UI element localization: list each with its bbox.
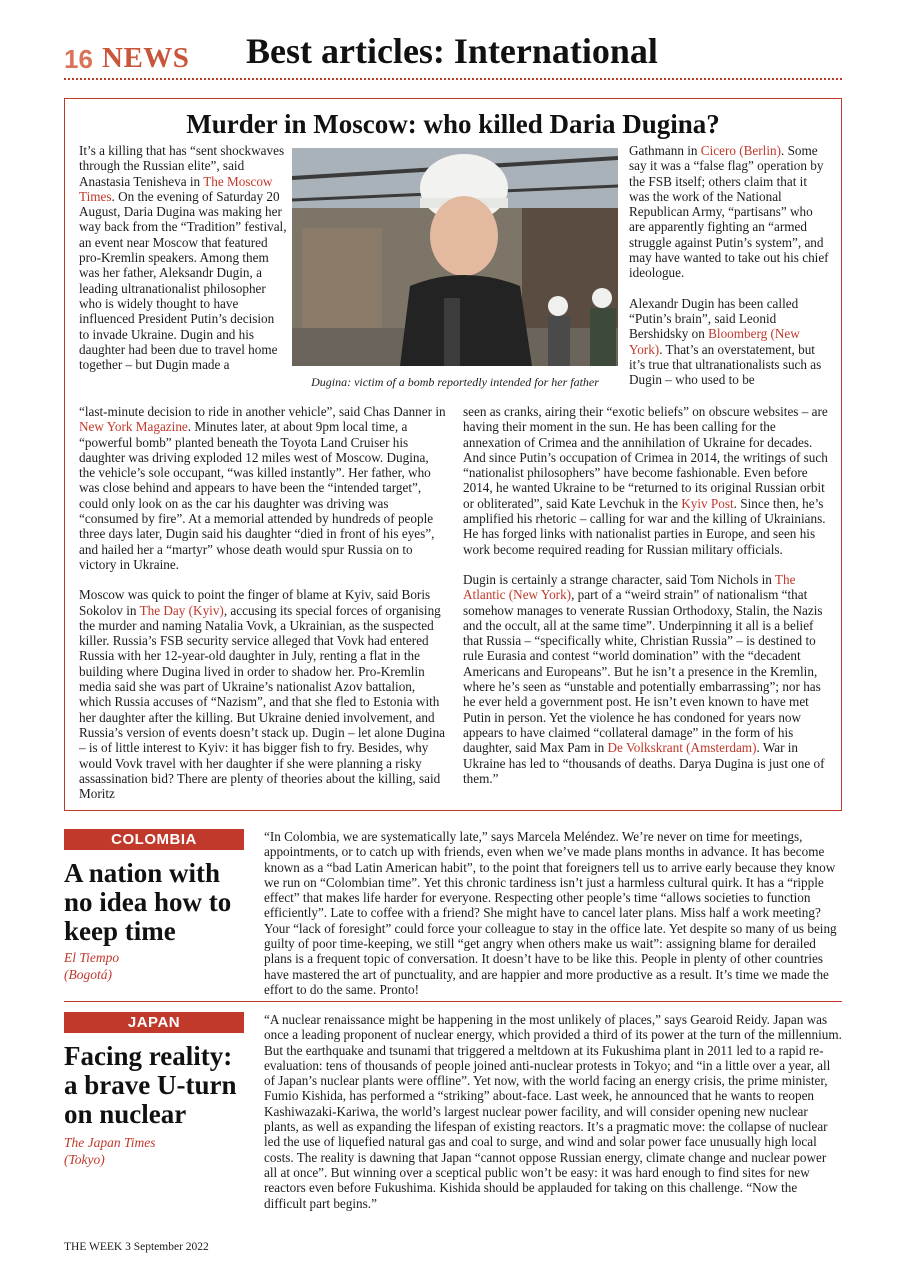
photo-illustration <box>292 148 618 366</box>
colombia-headline: A nation with no idea how to keep time <box>64 858 232 946</box>
source-link-moscow-times[interactable]: The Moscow Times <box>79 173 273 204</box>
text-run: . Minutes later, at about 9pm local time, a “powerful bomb” planted beneath the Toyota Land Cruiser his daughter was driving exploded 12 miles west of Moscow. Dugina, the vehicle’s sole occupant, “was killed instantly”. Her father, who was close behind and appears to have been the “intended target”, could only look on as the car his daughter was driving was “consumed by fire”. At a memorial attended by hundreds of people three days later, Dugin said his daughter “died in front of his eyes”, and hailed her a “martyr” whose death would spur Russia on to victory in Ukraine. <box>79 419 435 572</box>
source-link-the-day[interactable]: The Day (Kyiv) <box>139 602 224 618</box>
text-run: . That’s an overstatement, but it’s true that ultranationalists such as Dugin – who used to be <box>629 341 822 388</box>
japan-source[interactable] <box>64 1134 244 1168</box>
text-run: , part of a “weird strain” of nationalism “that somehow manages to venerate Russian Orthodoxy, Stalin, the Nazis and the occult, all at the same time”. Underpinning it all is a belief that Russia – “specifically white, Christian Russia” – is destined to rule Eurasia and contest “world domination” with the “decadent Americans and Europeans”. But he isn’t a presence in the Kremlin, where he’s seen as “unstable and potentially embarrassing”; nor has he ever held a government post. He isn’t even known to have met Putin in person. Yet the violence he has condoned for years now appears to have claimed “collateral damage” in the form of his daughter, said Max Pam in <box>463 587 823 756</box>
text-run: . War in Ukraine has led to “thousands of deaths. Darya Dugina is just one of them.” <box>463 740 825 786</box>
text-run: . Since then, he’s amplified his rhetoric – calling for war and the killing of Ukrainians. He has forged links with nationalist parties in Europe, and seen his work become required reading for Russian military officials. <box>463 495 826 557</box>
page-header <box>64 30 842 80</box>
main-headline: Murder in Moscow: who killed Daria Dugina? <box>186 109 720 139</box>
source-name: El Tiempo <box>64 950 120 965</box>
page-title: Best articles: International <box>246 31 658 71</box>
colombia-body: “In Colombia, we are systematically late,” says Marcela Meléndez. We’re never on time for meetings, appointments, or to catch up with friends, even when we’ve made plans months in advance. It has become known as a “bad Latin American habit”, to the point that foreigners tell us to arrive early because they know we run on “Colombian time”. Yet this chronic tardiness isn’t just a harmless cultural quirk. It has a “ripple effect” that makes life harder for everyone. Respecting other people’s time “allows societies to function efficiently”. Late to coffee with a friend? She might have to cancel later plans. Miss half a work meeting? Your “lack of foresight” could force your colleague to stay in the office late. Yet despite so many of us being guilty of poor time-keeping, we still “get angry when others make us wait”: assigning blame for derailed plans is a frequent topic of conversation. It doesn’t have to be like this. People in plenty of other countries have mastered the art of punctuality, and are happier and more productive as a result. It’s time we made the effort to do the same. Pronto! <box>264 829 837 997</box>
text-run: . On the evening of Saturday 20 August, Daria Dugina was making her way back from the “Tradition” festival, an event near Moscow that featured pro-Kremlin speakers. Among them was her father, Aleksandr Dugin, a leading ultranationalist philosopher who is widely thought to have influenced President Putin’s decision to invade Ukraine. Dugin and his daughter had been due to travel home together – but Dugin made a <box>79 188 287 373</box>
text-run: Dugin is certainly a strange character, said Tom Nichols in <box>463 571 775 587</box>
source-location: (Bogotá) <box>64 967 112 982</box>
photo-caption: Dugina: victim of a bomb reportedly intended for her father <box>311 375 599 389</box>
source-link-kyiv-post[interactable]: Kyiv Post <box>681 495 734 511</box>
article-column-right-top <box>629 143 829 402</box>
page-footer <box>64 1241 209 1253</box>
japan-headline: Facing reality: a brave U-turn on nuclear <box>64 1041 237 1129</box>
page-number: 16 <box>64 44 93 74</box>
issue-date: 3 September 2022 <box>125 1241 209 1253</box>
japan-body: “A nuclear renaissance might be happening in the most unlikely of places,” says Gearoid Reidy. Japan was once a leading proponent of nuclear energy, which provided a third of its power at the turn of the millennium. But the earthquake and tsunami that triggered a meltdown at its Fukushima plant in 2011 led to a rapid re-evaluation: tens of thousands of people joined anti-nuclear protests in Tokyo; and “in a little over a year, all of Japan’s nuclear plants were offline”. Yet now, with the world facing an energy crisis, the prime minister, Fumio Kishida, has performed a “striking” about-face. Last week, he announced that he wants to reopen Kashiwazaki-Kariwa, the world’s largest nuclear power facility, and will consider opening new nuclear plants, as well as expanding the lifespan of existing reactors. It’s a pragmatic move: the collapse of nuclear led the use of liquefied natural gas and coal to surge, and wind and solar power face unusually high local costs. The reality is dawning that Japan “cannot oppose Russian energy, climate change and nuclear power all at once”. But winning over a sceptical public won’t be easy: it was hard enough to find sites for new reactors even before Fukushima. Kishida should be applauded for taking on this challenge. “Now the difficult part begins.” <box>264 1012 842 1211</box>
text-run: Alexandr Dugin has been called “Putin’s brain”, said Leonid Bershidsky on <box>629 295 799 342</box>
source-name: The Japan Times <box>64 1135 156 1150</box>
source-link-bloomberg[interactable]: Bloomberg (New York) <box>629 326 800 357</box>
text-run: . Some say it was a “false flag” operation by the FSB itself; others claim that it was the work of the National Republican Army, “partisans” who are apparently fighting an “armed struggle against Putin’s system”, and may have wanted to take out his chief ideologue. <box>629 143 829 281</box>
source-link-new-york-magazine[interactable]: New York Magazine <box>79 419 188 435</box>
country-label-japan: JAPAN <box>64 1012 244 1033</box>
colombia-source[interactable] <box>64 949 244 983</box>
source-link-cicero[interactable]: Cicero (Berlin) <box>700 143 781 158</box>
header-rule <box>64 78 842 80</box>
article-colombia <box>64 829 842 997</box>
main-article <box>64 98 842 811</box>
text-run: seen as cranks, airing their “exotic beliefs” on obscure websites – are having their moment in the sun. He has been calling for the annexation of Crimea and the annihilation of Ukraine for decades. And since Putin’s occupation of Crimea in 2014, the writings of such “nationalist philosophers” have become fashionable. Even before 2014, he wanted Ukraine to be “returned to its original Russian orbit or obliterated”, said Kate Levchuk in the <box>463 404 828 511</box>
country-label-colombia: COLOMBIA <box>64 829 244 850</box>
text-run: “last-minute decision to ride in another vehicle”, said Chas Danner in <box>79 404 446 419</box>
publication-name: THE WEEK <box>64 1241 123 1253</box>
source-location: (Tokyo) <box>64 1152 105 1167</box>
article-column-left-top <box>79 143 287 387</box>
source-link-the-atlantic[interactable]: The Atlantic (New York) <box>463 571 796 603</box>
text-run: Gathmann in <box>629 143 701 158</box>
article-column-right-bottom <box>463 404 829 801</box>
section-label: NEWS <box>102 42 190 74</box>
article-japan <box>64 1012 842 1212</box>
section-divider <box>64 1001 842 1002</box>
text-run: It’s a killing that has “sent shockwaves through the Russian elite”, said Anastasia Tenisheva in <box>79 143 285 189</box>
text-run: , accusing its special forces of organising the murder and naming Natalia Vovk, a Ukrainian, as the suspected killer. Russia’s FSB security service alleged that Vovk had entered Russia with her 12-year-old daughter in July, renting a flat in the building where Dugina lived in order to shadow her. Pro-Kremlin media said she was part of Ukraine’s nationalist Azov battalion, which Russia accuses of “Nazism”, and that she fled to Estonia with her daughter after the killing. But Ukraine denied involvement, and Russia’s version of events doesn’t stack up. Dugin – let alone Dugina – is of little interest to Kyiv: it has bigger fish to fry. Besides, why would Vovk travel with her daughter if she were planning a risky assassination bid? There are plenty of theories about the killing, said Moritz <box>79 602 446 802</box>
text-run: Moscow was quick to point the finger of blame at Kyiv, said Boris Sokolov in <box>79 587 431 618</box>
article-column-left-bottom <box>79 404 447 816</box>
source-link-de-volkskrant[interactable]: De Volkskrant (Amsterdam) <box>607 740 757 756</box>
article-photo <box>292 148 618 366</box>
